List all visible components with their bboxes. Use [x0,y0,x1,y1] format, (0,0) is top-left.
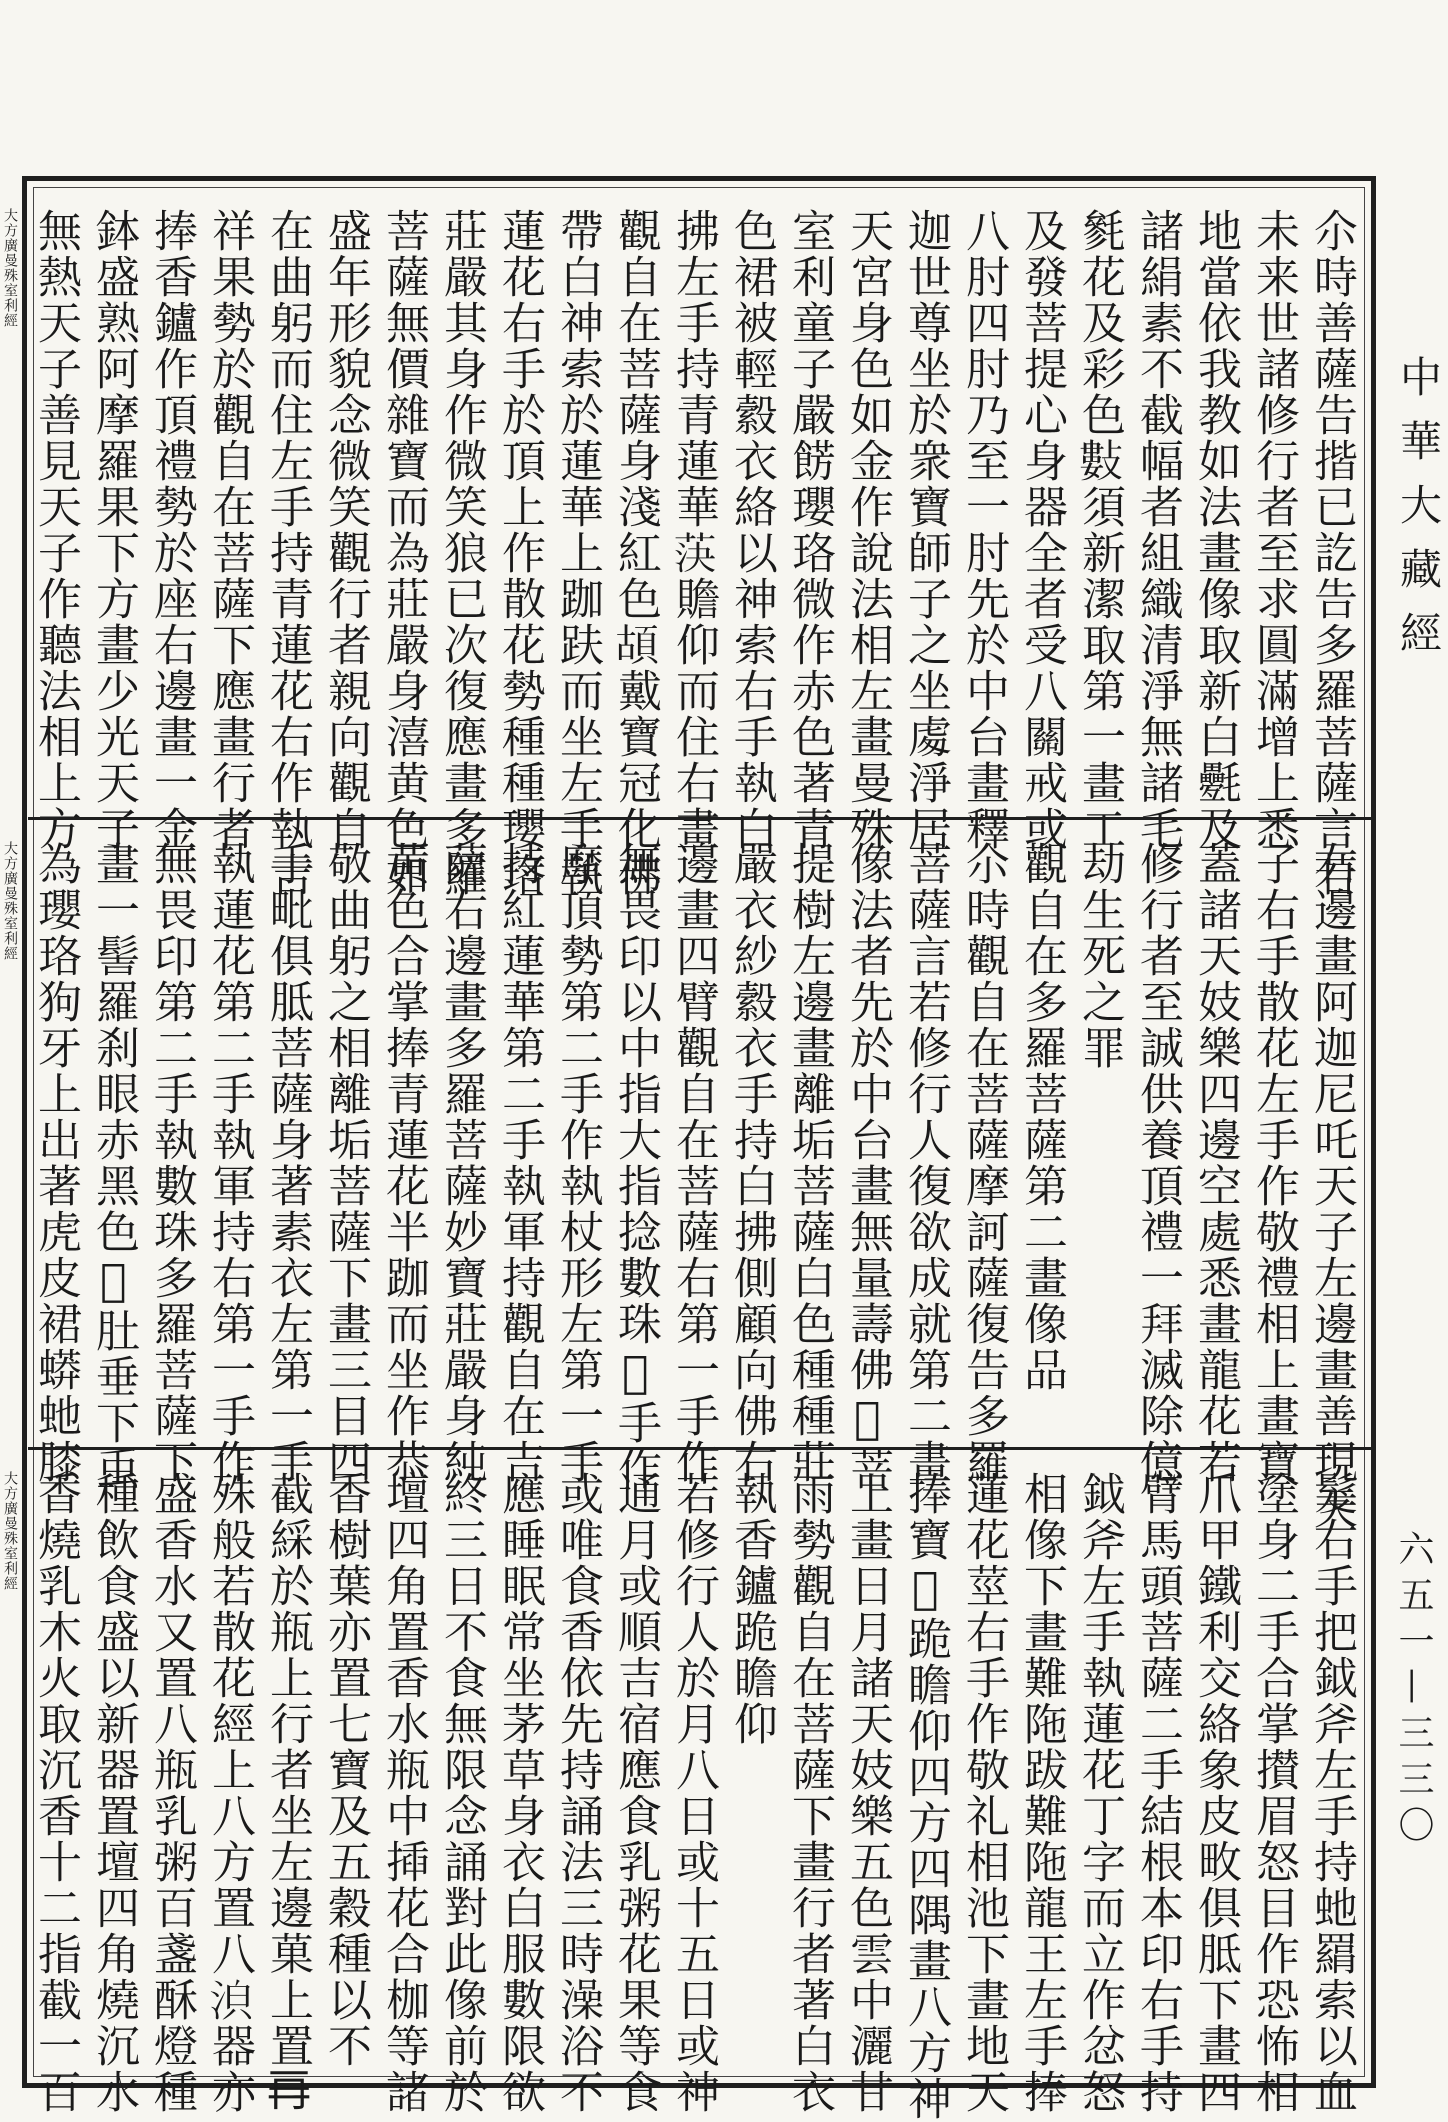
panel-divider [28,817,1372,820]
text-column: 室利童子嚴餝瓔珞微作赤色著青 [784,208,835,852]
text-column: 菩薩無價雜寶而為莊嚴身㵙黄色如 [378,208,429,898]
text-column: 提樹左邊畫離垢菩薩白色種種莊 [784,841,835,1485]
footer-sutra-title: 大方廣曼殊室利經 [2,1471,18,1591]
text-column: 祥果勢於觀自在菩薩下應畫行者 [204,208,255,852]
text-column: 拂左手持青蓮華𦯊贍仰而住右畫 [668,208,719,852]
text-column: 香樹葉亦置七寶及五穀種以不 [320,1471,371,2069]
text-column: 殊般若散花經上八方置八𣴼器亦 [204,1471,255,2115]
text-column: 未来世諸修行者至求圓滿增上悉 [1248,208,1299,852]
text-column: 相像下畫難陁跋難陁龍王左手捧 [1016,1471,1067,2115]
text-panel-1 [2,192,1372,898]
text-column: 觀自在菩薩身淺紅色𩑶戴寶冠化佛 [610,208,661,898]
text-column: 菩薩言若修行人復欲成就第二畫 [900,841,951,1485]
sheet-footer [0,1471,24,2072]
text-column: 執蓮花第二手執軍持右第一手作 [204,841,255,1485]
footer-sutra-title: 大方廣曼殊室利經 [2,208,18,328]
text-column: 若修行人於月八日或十五日或神 [668,1471,719,2115]
text-column: 劫生死之罪 [1074,841,1125,1071]
text-column: 無熱天子善見天子作聽法相上方 [30,208,81,852]
text-column: 雨勢觀自在菩薩下畫行者著白衣 [784,1471,835,2115]
sheet-footer [0,208,24,807]
text-column: 終三日不食無限念誦對此像前於 [436,1471,487,2115]
text-column: 壇四角置香水瓶中揷花合枷等諸 [378,1471,429,2115]
text-column: 修行者至誠供養頂禮一拜滅除億 [1132,841,1183,1485]
text-column: 毿花及彩色𢿘須新潔取第一畫工 [1074,208,1125,852]
text-column: 種飲食盛以新器置壇四角燒沉水 [88,1471,139,2115]
text-column: 截綵於瓶上行者坐左邊菓上置𠕅 [262,1471,313,2115]
text-column: 畫一髻羅刹眼赤黑色𢾾肚垂下䖝 [88,841,139,1492]
text-columns [0,208,1360,898]
text-column: 八肘四肘乃至一肘先於中台畫釋 [958,208,1009,852]
text-column: 觀自在多羅菩薩第二畫像品 [1016,841,1067,1393]
text-column: 執香鑪跪瞻仰 [726,1471,777,1747]
text-column: 蓋諸天妓樂四邊空處悉畫龍花若 [1190,841,1241,1485]
text-column: 手毗俱胝菩薩身著素衣左第一手 [262,841,313,1485]
text-column: 色裙被輕縠衣絡以神索右手執白 [726,208,777,852]
text-column: 敬曲躬之相離垢菩薩下畫三目四 [320,841,371,1485]
text-column: 及發菩提心身器全者受八關戒或 [1016,208,1067,852]
text-column: 無畏印第二手執數珠多羅菩薩下 [146,841,197,1485]
text-column: 邊畫四臂觀自在菩薩右第一手作 [668,841,719,1485]
text-column: 嚴衣紗縠衣手持白拂側顧向佛右 [726,841,777,1485]
text-column: 鉞斧左手執蓮花丁字而立作忿怒 [1074,1471,1125,2115]
text-panel-3 [2,1455,1372,2122]
text-column: 蓮花莖右手作敬礼相池下畫地天 [958,1471,1009,2115]
text-columns [0,841,1360,1531]
text-column: 右邊畫阿迦尼吒天子左邊畫善現天 [1306,841,1357,1531]
page-header-title: 中華大藏經 [1394,355,1443,675]
text-column: 諸絹素不截幅者組織清淨無諸毛 [1132,208,1183,852]
page-number: 六五一—三三〇 [1393,1530,1434,1852]
text-column: 髮右手把鉞斧左手持虵羂索以血 [1306,1471,1357,2115]
text-column: 尒時觀自在菩薩摩訶薩復告多羅 [958,841,1009,1485]
text-column: 臂馬頭菩薩二手結根本印右手持 [1132,1471,1183,2115]
text-column: 蓮花右手於頂上作散花勢種種瓔珞 [494,208,545,898]
text-column: 爪甲鐵利交絡象皮畋俱胝下畫四 [1190,1471,1241,2115]
text-columns [0,1471,1360,2122]
text-column: 薩右邊畫多羅菩薩妙寶莊嚴身純 [436,841,487,1485]
text-column: 鉢盛熟阿摩羅果下方畫少光天子 [88,208,139,852]
text-column: 莊嚴其身作微笑狼已次復應畫多羅 [436,208,487,898]
text-column: 塗身二手合掌攅眉怒目作恐怖相 [1248,1471,1299,2115]
text-column: 應睡眠常坐茅草身衣白服數限欲 [494,1471,545,2115]
panel-divider [28,1447,1372,1450]
text-panel-2 [2,825,1372,1531]
text-column: 香燒乳木火取沉香十二指截一百 [30,1471,81,2115]
text-column: 摩頂勢第二手作執杖形左第一手 [552,841,603,1485]
text-column: 為瓔珞狗牙上出著虎皮裙蟒虵膝 [30,841,81,1485]
text-column: 無畏印以中指大指捻數珠𦍃手作 [610,841,661,1492]
text-column: 盛香水又置八瓶乳粥百盞酥燈種 [146,1471,197,2115]
text-column: 捧寶𤛆跪瞻仰四方四隅畫八方神 [900,1471,951,2122]
text-column: 在曲躬而住左手持青蓮花右作執吉 [262,208,313,898]
text-column: 通月或順吉宿應食乳粥花果等食 [610,1471,661,2115]
text-column: 持紅蓮華第二手執軍持觀自在吉 [494,841,545,1485]
text-column: 上畫日月諸天妓樂五色雲中灑甘 [842,1471,893,2115]
text-column: 黄色合掌捧青蓮花半跏而坐作恭 [378,841,429,1485]
text-column: 像法者先於中台畫無量壽佛𠋣菩 [842,841,893,1492]
footer-sutra-title: 大方廣曼殊室利經 [2,841,18,961]
text-column: 迦世尊坐於衆寶師子之坐䖏淨居 [900,208,951,852]
text-column: 或唯食香依先持誦法三時澡浴不 [552,1471,603,2115]
sheet-footer [0,841,24,1437]
text-column: 盛年形貌念微笑觀行者親向觀自 [320,208,371,852]
text-column: 捧香鑪作頂禮勢於座右邊畫一金 [146,208,197,852]
text-column: 帶白神索於蓮華上跏趺而坐左手執 [552,208,603,898]
text-column: 天宮身色如金作說法相左畫曼殊 [842,208,893,852]
text-column: 尒時善薩告揩已訖告多羅菩薩言若 [1306,208,1357,898]
text-column: 子右手散花左手作敬禮相上畫寶 [1248,841,1299,1485]
text-column: 地當依我教如法畫像取新白氎及 [1190,208,1241,852]
